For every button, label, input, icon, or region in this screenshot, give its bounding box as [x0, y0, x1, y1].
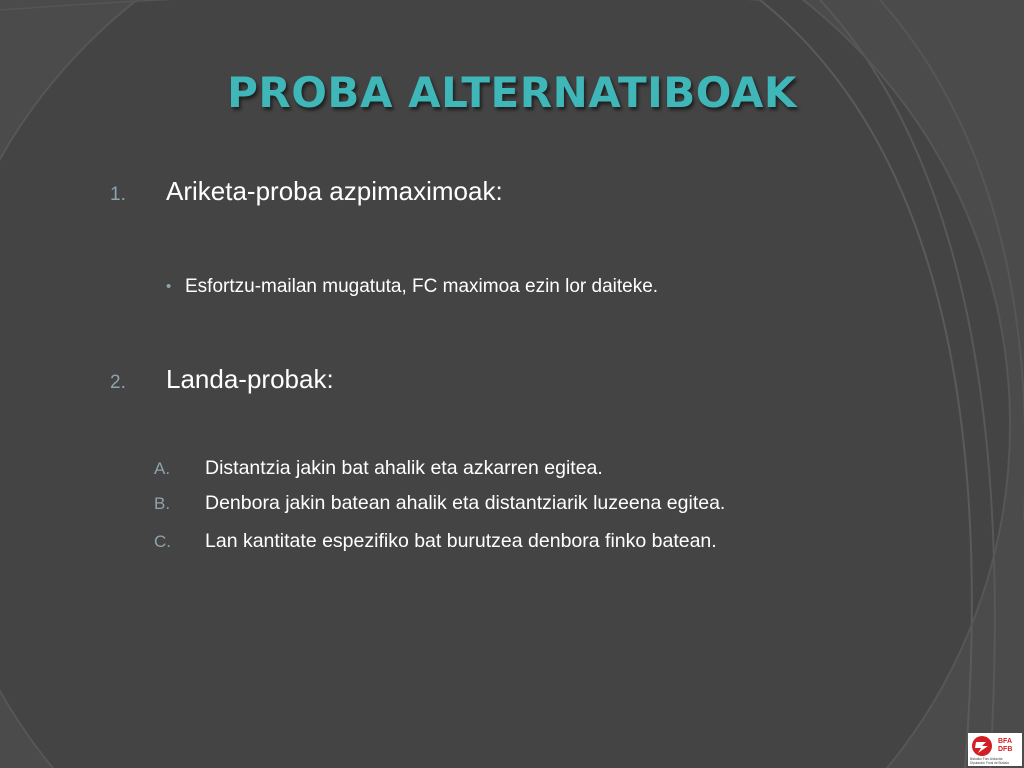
svg-text:DFB: DFB [998, 746, 1013, 753]
list-item-2-text: Landa-probak: [166, 364, 334, 394]
bullet-item-text: Esfortzu-mailan mugatuta, FC maximoa ezin lor daiteke. [185, 276, 659, 297]
slide-title: PROBA ALTERNATIBOAK [227, 68, 797, 117]
svg-text:Bizkaiko Foru Aldundia: Bizkaiko Foru Aldundia [970, 757, 1003, 761]
list-marker-1: 1. [110, 184, 126, 205]
list-marker-2: 2. [110, 372, 126, 393]
svg-text:Diputación Foral de Bizkaia: Diputación Foral de Bizkaia [970, 761, 1009, 765]
list-item-1-text: Ariketa-proba azpimaximoak: [166, 176, 503, 206]
sub-marker-b: B. [154, 494, 171, 513]
sub-item-c-text: Lan kantitate espezifiko bat burutzea denbora finko batean. [205, 530, 717, 552]
svg-text:BFA: BFA [998, 738, 1012, 745]
bfa-dfb-logo [968, 733, 1022, 766]
sub-marker-a: A. [154, 459, 171, 478]
sub-marker-c: C. [154, 532, 171, 551]
sub-item-b-text: Denbora jakin batean ahalik eta distantziarik luzeena egitea. [205, 492, 726, 514]
bullet-marker: • [166, 278, 172, 295]
sub-item-a-text: Distantzia jakin bat ahalik eta azkarren egitea. [205, 457, 603, 479]
